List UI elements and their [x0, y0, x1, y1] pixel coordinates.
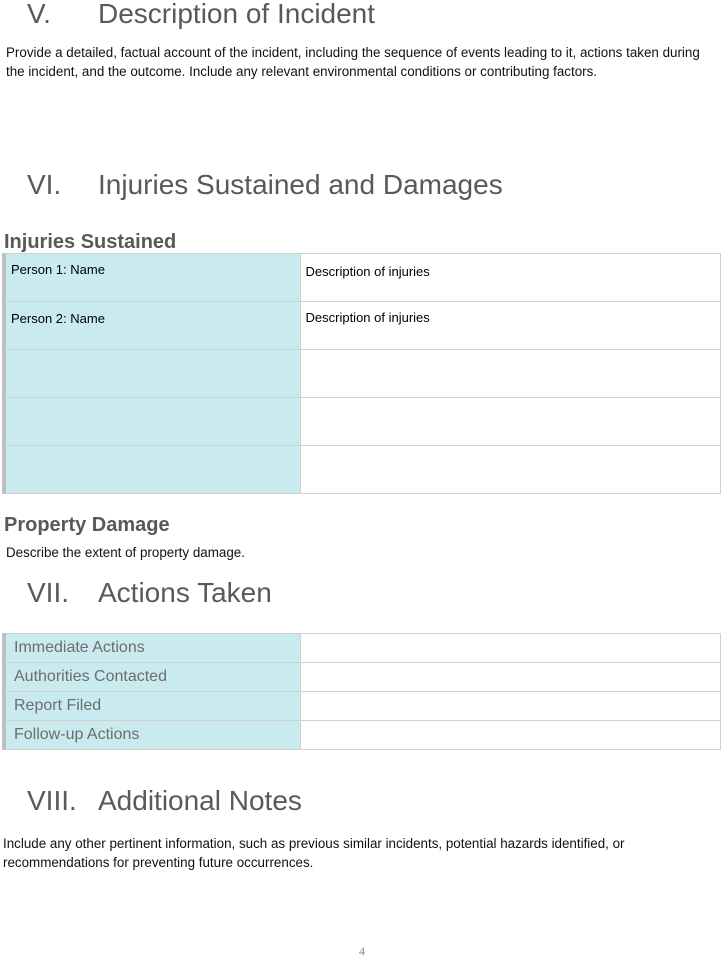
- action-value-cell[interactable]: [300, 721, 721, 750]
- injury-description: [306, 398, 721, 407]
- injury-description-cell[interactable]: [300, 398, 721, 446]
- action-value-cell[interactable]: [300, 692, 721, 721]
- action-label: Follow-up Actions: [4, 721, 300, 750]
- injury-name: [11, 350, 300, 359]
- action-value-cell[interactable]: [300, 634, 721, 663]
- table-row: [4, 350, 721, 398]
- injury-description: Description of injuries: [305, 310, 430, 325]
- table-row: [4, 692, 721, 721]
- table-row: [4, 663, 721, 692]
- section-8-title: Additional Notes: [98, 785, 302, 816]
- section-8-body: Include any other pertinent information, such as previous similar incidents, potential hazards identified, or recommendations for preventing future occurrences.: [3, 836, 625, 870]
- section-6-heading: [27, 171, 503, 199]
- section-7-number: VII.: [27, 577, 70, 608]
- injury-name: [11, 398, 300, 407]
- section-6-title: Injuries Sustained and Damages: [98, 169, 503, 200]
- section-8-number: VIII.: [27, 785, 77, 816]
- injury-description-cell[interactable]: [300, 350, 721, 398]
- injury-name-cell[interactable]: [4, 398, 300, 446]
- table-row: [4, 254, 721, 302]
- table-row: [4, 721, 721, 750]
- table-row: [4, 634, 721, 663]
- injuries-heading: Injuries Sustained: [4, 231, 177, 253]
- page-number: 4: [359, 944, 365, 958]
- section-5-body: Provide a detailed, factual account of the incident, including the sequence of events leading to it, actions taken during the incident, and the outcome. Include any relevant environmental conditions or contributing factors.: [6, 45, 700, 79]
- property-damage-heading: Property Damage: [4, 514, 170, 536]
- injury-description: [306, 446, 721, 455]
- injury-description: Description of injuries: [305, 264, 430, 279]
- injury-name: Person 1: Name: [11, 262, 105, 277]
- injury-description-cell[interactable]: [300, 254, 721, 302]
- action-label: Report Filed: [4, 692, 300, 721]
- injury-name-cell[interactable]: [4, 350, 300, 398]
- table-row: [4, 446, 721, 494]
- section-5-heading: [27, 0, 375, 28]
- injury-name-cell[interactable]: [4, 446, 300, 494]
- actions-table: [2, 633, 721, 750]
- injury-name-cell[interactable]: [4, 302, 300, 350]
- injury-description: [306, 350, 721, 359]
- injury-name: [11, 446, 300, 455]
- property-damage-body: Describe the extent of property damage.: [6, 545, 245, 560]
- section-7-heading: [27, 579, 272, 607]
- section-7-title: Actions Taken: [98, 577, 272, 608]
- section-8-heading: [27, 787, 302, 815]
- injury-name-cell[interactable]: [4, 254, 300, 302]
- section-5-title: Description of Incident: [98, 0, 376, 29]
- action-value-cell[interactable]: [300, 663, 721, 692]
- action-label: Immediate Actions: [4, 634, 300, 663]
- section-5-number: V.: [27, 0, 51, 29]
- injuries-table: [2, 253, 721, 494]
- injury-name: Person 2: Name: [11, 311, 105, 326]
- section-6-number: VI.: [27, 169, 62, 200]
- action-label: Authorities Contacted: [4, 663, 300, 692]
- table-row: [4, 398, 721, 446]
- injury-description-cell[interactable]: [300, 302, 721, 350]
- injury-description-cell[interactable]: [300, 446, 721, 494]
- table-row: [4, 302, 721, 350]
